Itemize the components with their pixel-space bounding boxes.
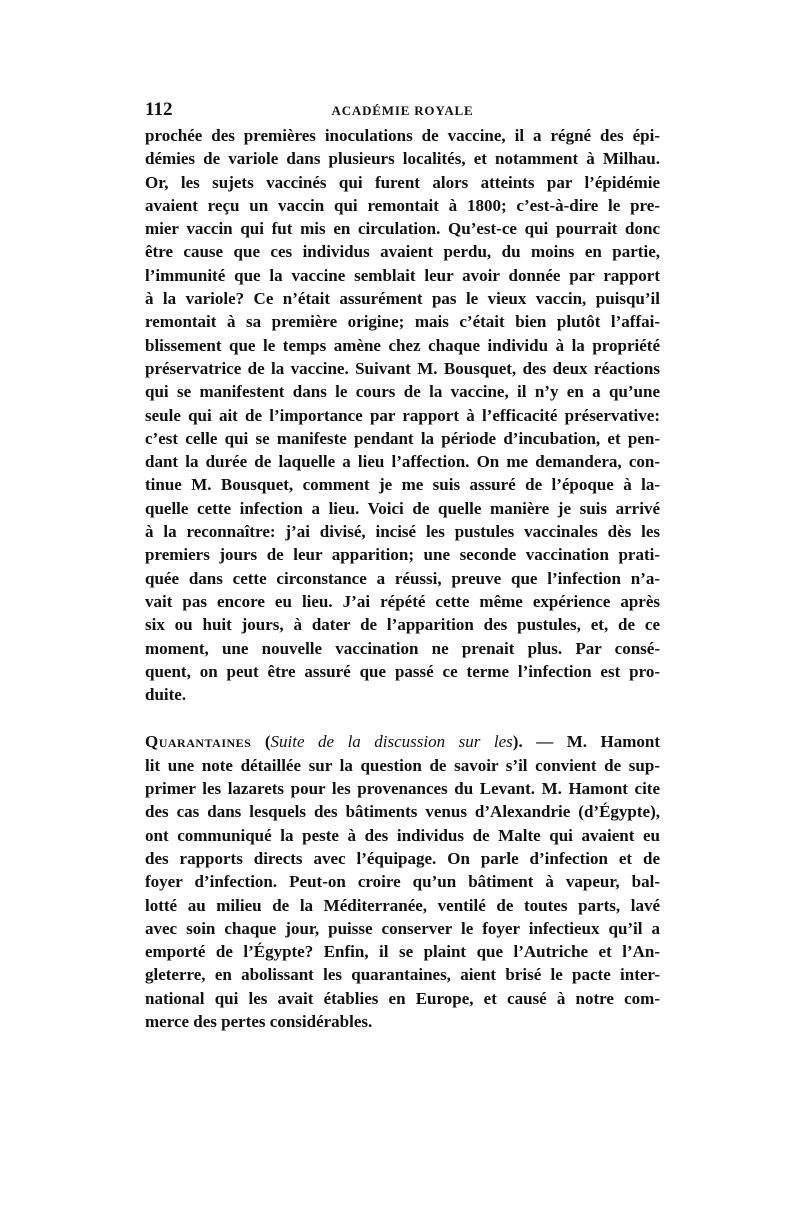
italic-note: Suite de la discussion sur les [270,732,513,752]
text-line: avaient reçu un vaccin qui remontait à 1800; c’est-à-dire le pre- [145,195,660,215]
text-line: remontait à sa première origine; mais c’était bien plutôt l’affai- [145,312,660,332]
text-line: mier vaccin qui fut mis en circulation. Qu’est-ce qui pourrait donc [145,219,660,239]
text-line: à la variole? Ce n’était assurément pas le vieux vaccin, puisqu’il [145,289,660,309]
text-line: tinue M. Bousquet, comment je me suis assuré de l’époque à la- [145,475,660,495]
page-number: 112 [145,99,173,120]
text-line: quée dans cette circonstance a réussi, preuve que l’infection n’a- [145,568,660,588]
text-line: premiers jours de leur apparition; une seconde vaccination prati- [145,545,660,565]
text-line: dant la durée de laquelle a lieu l’affection. On me demandera, con- [145,452,660,472]
text-line: emporté de l’Égypte? Enfin, il se plaint que l’Autriche et l’An- [145,942,660,962]
text-line: l’immunité que la vaccine semblait leur avoir donnée par rapport [145,265,660,285]
text-line: merce des pertes considérables. [145,1011,373,1031]
paragraph-vaccine [145,124,660,706]
text-line: à la reconnaître: j’ai divisé, incisé les pustules vaccinales dès les [145,522,660,542]
text-line: national qui les avait établies en Europe, et causé à notre com- [145,988,660,1008]
text-line: prochée des premières inoculations de vaccine, il a régné des épi- [145,126,660,145]
text-line: quent, on peut être assuré que passé ce terme l’infection est pro- [145,661,660,681]
text-line: démies de variole dans plusieurs localités, et notamment à Milhau. [145,149,660,169]
text-line: seule qui ait de l’importance par rapport à l’efficacité préservative: [145,405,660,425]
text-line: vait pas encore eu lieu. J’ai répété cette même expérience après [145,591,660,611]
text-line: des cas dans lesquels des bâtiments venus d’Alexandrie (d’Égypte), [145,802,660,822]
text-line: primer les lazarets pour les provenances du Levant. M. Hamont cite [145,779,660,799]
text-line: foyer d’infection. Peut-on croire qu’un bâtiment à vapeur, bal- [145,872,660,892]
paragraph-quarantaines [145,730,660,1033]
text-line: gleterre, en abolissant les quarantaines, aient brisé le pacte inter- [145,965,660,985]
text-line: blissement que le temps amène chez chaque individu à la propriété [145,335,660,355]
text-line: lotté au milieu de la Méditerranée, ventilé de toutes parts, lavé [145,895,660,915]
text-line: préservatrice de la vaccine. Suivant M. Bousquet, des deux réactions [145,358,660,378]
book-page [145,98,660,1033]
text-line: avec soin chaque jour, puisse conserver le foyer infectieux qu’il a [145,918,660,938]
text-line: lit une note détaillée sur la question de savoir s’il convient de sup- [145,755,660,775]
text-line: des rapports directs avec l’équipage. On parle d’infection et de [145,848,660,868]
text-line: quelle cette infection a lieu. Voici de quelle manière je suis arrivé [145,498,660,518]
text-line: six ou huit jours, à dater de l’apparition des pustules, et, de ce [145,615,660,635]
text-line: moment, une nouvelle vaccination ne prenait plus. Par consé- [145,638,660,658]
text-line: ont communiqué la peste à des individus de Malte qui avaient eu [145,825,660,845]
section-heading: Quarantaines [145,732,252,752]
running-head: ACADÉMIE ROYALE [331,103,474,118]
text-line: c’est celle qui se manifeste pendant la période d’incubation, et pen- [145,428,660,448]
text-line: qui se manifestent dans le cours de la vaccine, il n’y en a qu’une [145,382,660,402]
text-line: duite. [145,685,187,705]
text-line: être cause que ces individus avaient perdu, du moins en partie, [145,242,660,262]
text-line: Or, les sujets vaccinés qui furent alors atteints par l’épidémie [145,172,660,192]
paragraph-first-line: Quarantaines (Suite de la discussion sur les). — M. Hamont [145,732,660,752]
page-header [145,98,660,122]
first-line-rest: . — M. Hamont [518,732,660,752]
